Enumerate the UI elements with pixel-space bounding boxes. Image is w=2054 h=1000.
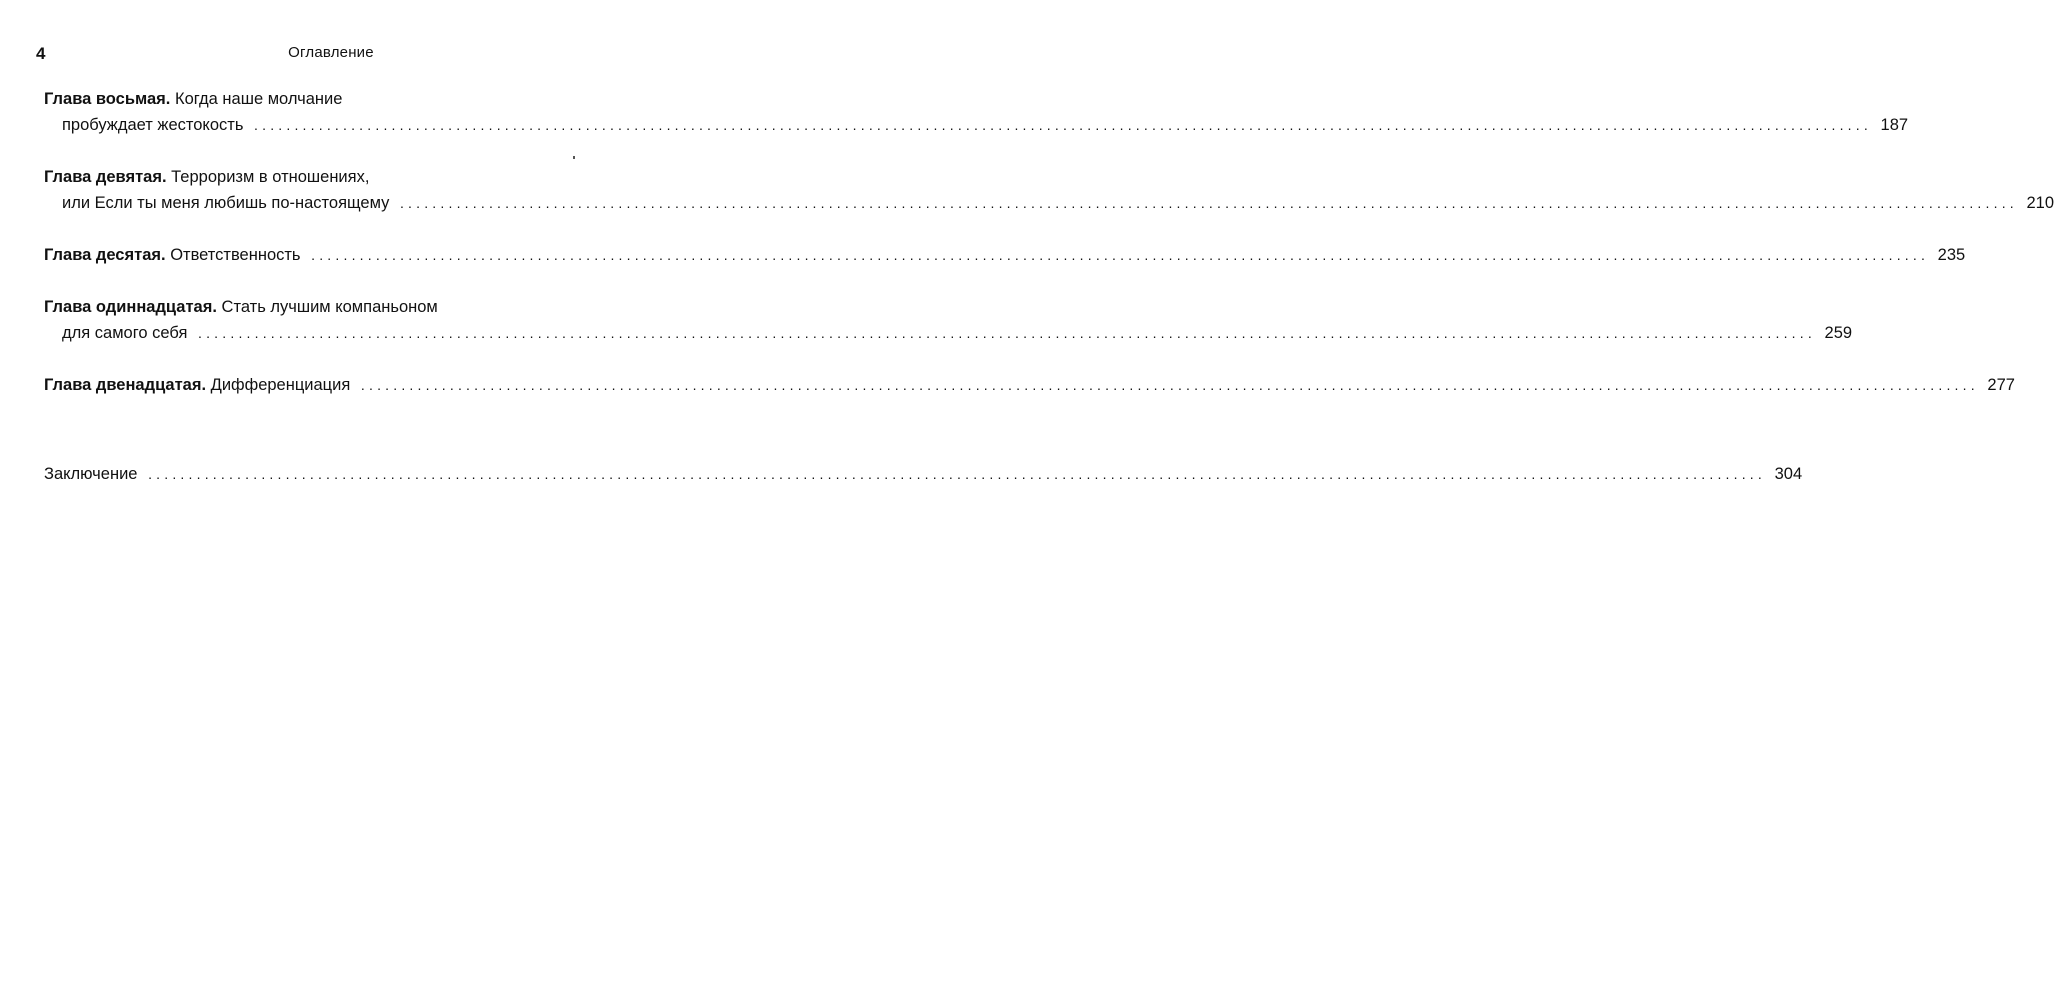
- chapter-label: Глава двенадцатая.: [44, 376, 207, 394]
- toc-entry-conclusion[interactable]: [44, 461, 1803, 487]
- toc-entry-leader-line: [44, 372, 2015, 398]
- toc-entry-leader-line: [44, 320, 1853, 346]
- chapter-label: Глава девятая.: [44, 168, 167, 186]
- page-ref: 210: [2026, 194, 2054, 212]
- chapter-title: Терроризм в отношениях,: [171, 168, 370, 186]
- toc-entry-chapter-12[interactable]: [44, 372, 2015, 398]
- running-head: Оглавление: [288, 44, 374, 61]
- dot-leader: ........................................................................................................................................................................................................: [399, 195, 2018, 211]
- toc-entry-title-line: [44, 164, 624, 190]
- page-ref: 277: [1987, 376, 2015, 394]
- toc-entry-title-line: [44, 86, 624, 112]
- page-ref: 259: [1824, 324, 1853, 342]
- chapter-title: Стать лучшим компаньоном: [221, 298, 438, 316]
- toc-entry-leader-line: [44, 461, 1803, 487]
- toc-entry-leader-line: [44, 190, 2054, 216]
- toc-entry-leader-line: [44, 242, 1966, 268]
- conclusion-title: Заключение: [44, 465, 138, 483]
- chapter-title-line: [44, 376, 355, 394]
- toc-entry-leader-line: [44, 112, 1909, 138]
- toc-entry-chapter-11[interactable]: [44, 294, 1853, 346]
- toc-entry-chapter-10[interactable]: [44, 242, 1966, 268]
- chapter-title-continued: пробуждает жестокость: [62, 116, 244, 134]
- chapter-title: Когда наше молчание: [174, 90, 343, 108]
- dot-leader: ........................................................................................................................................................................................................: [360, 377, 1979, 393]
- page-ref: 304: [1774, 465, 1803, 483]
- chapter-title-continued: для самого себя: [62, 324, 188, 342]
- chapter-label: Глава восьмая.: [44, 90, 171, 108]
- chapter-title-continued: или Если ты меня любишь по-настоящему: [62, 194, 390, 212]
- toc-entry-chapter-8[interactable]: [44, 86, 1909, 138]
- dot-leader: ........................................................................................................................................................................................................: [198, 325, 1816, 341]
- page-ref: 235: [1937, 246, 1966, 264]
- dot-leader: ........................................................................................................................................................................................................: [254, 117, 1872, 133]
- chapter-title: Ответственность: [170, 246, 301, 264]
- dot-leader: ........................................................................................................................................................................................................: [311, 247, 1930, 263]
- chapter-title-line: [44, 246, 305, 264]
- chapter-title: Дифференциация: [210, 376, 351, 394]
- chapter-label: Глава одиннадцатая.: [44, 298, 217, 316]
- toc-entry-chapter-9[interactable]: [44, 164, 2054, 216]
- chapter-label: Глава десятая.: [44, 246, 166, 264]
- table-of-contents: [44, 86, 2054, 487]
- toc-entry-title-line: [44, 294, 624, 320]
- page-number: 4: [36, 44, 46, 63]
- dot-leader: ........................................................................................................................................................................................................: [148, 466, 1766, 482]
- page-ref: 187: [1880, 116, 1909, 134]
